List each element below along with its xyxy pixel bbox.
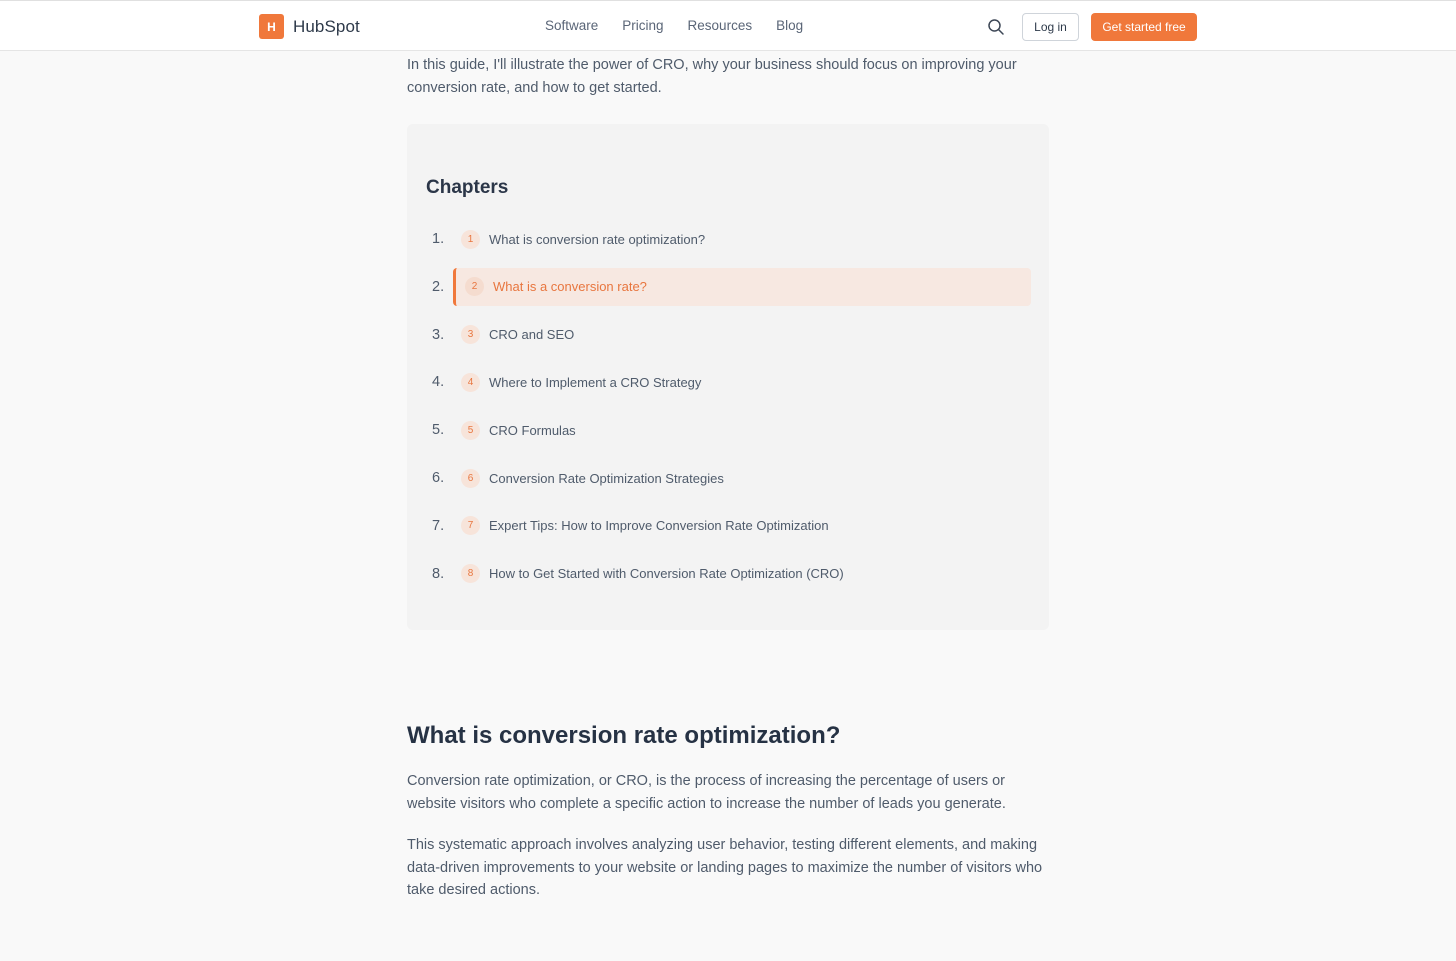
chapter-number: 6.	[432, 470, 445, 486]
login-button[interactable]: Log in	[1022, 13, 1079, 41]
chapter-badge: 6	[461, 469, 480, 488]
search-icon[interactable]	[987, 18, 1005, 36]
chapter-row	[407, 411, 1049, 449]
chapter-link-1[interactable]	[453, 220, 1031, 258]
chapter-number: 7.	[432, 517, 445, 534]
chapter-label: CRO and SEO	[489, 327, 575, 343]
chapter-number: 4.	[432, 374, 445, 391]
chapter-row	[407, 220, 1049, 258]
chapter-number: 2.	[432, 278, 445, 295]
chapter-badge: 5	[461, 421, 480, 440]
chapter-number: 8.	[432, 565, 445, 582]
chapter-label: Conversion Rate Optimization Strategies	[489, 470, 724, 486]
chapter-label: What is conversion rate optimization?	[489, 231, 706, 247]
nav-software[interactable]: Software	[545, 18, 599, 33]
chapter-label: Where to Implement a CRO Strategy	[489, 374, 702, 390]
chapter-badge: 4	[461, 373, 480, 392]
intro-paragraph: In this guide, I'll illustrate the power of CRO, why your business should focus on improving your conversion rate, and how to get started.	[407, 57, 1017, 96]
chapter-row	[407, 363, 1049, 401]
site-header	[0, 0, 1456, 51]
chapter-link-5[interactable]	[453, 411, 1031, 449]
chapter-label: What is a conversion rate?	[493, 279, 647, 295]
chapter-number: 3.	[432, 326, 445, 343]
section-paragraph: This systematic approach involves analyzing user behavior, testing different elements, and making data-driven improvements to your website or landing pages to maximize the number of visitors who take desired actions.	[407, 837, 1043, 898]
chapter-link-7[interactable]	[453, 507, 1031, 545]
logo-mark: H	[259, 14, 284, 39]
chapter-badge: 7	[461, 516, 480, 535]
chapter-number: 5.	[432, 422, 445, 439]
chapter-link-3[interactable]	[453, 316, 1031, 354]
chapter-badge: 2	[465, 277, 484, 296]
chapter-badge: 1	[461, 230, 480, 249]
chapters-toc	[407, 124, 1049, 630]
chapter-row	[407, 507, 1049, 545]
get-started-button[interactable]: Get started free	[1091, 13, 1197, 41]
chapter-badge: 3	[461, 325, 480, 344]
hubspot-logo[interactable]	[259, 14, 360, 39]
chapter-label: CRO Formulas	[489, 422, 576, 438]
section-heading: What is conversion rate optimization?	[407, 722, 841, 749]
chapter-number: 1.	[432, 231, 445, 247]
chapter-link-2[interactable]	[453, 268, 1031, 306]
chapter-badge: 8	[461, 564, 480, 583]
logo-text: HubSpot	[293, 16, 360, 36]
chapter-link-8[interactable]	[453, 555, 1031, 593]
section-paragraph: Conversion rate optimization, or CRO, is the process of increasing the percentage of users or website visitors who complete a specific action to increase the number of leads you generate.	[407, 773, 1006, 812]
chapter-row	[407, 459, 1049, 497]
chapter-label: Expert Tips: How to Improve Conversion Rate Optimization	[489, 518, 829, 534]
main-nav	[545, 18, 827, 33]
chapter-link-6[interactable]	[453, 459, 1031, 497]
chapters-title: Chapters	[426, 177, 509, 198]
chapter-row	[407, 316, 1049, 354]
chapter-link-4[interactable]	[453, 363, 1031, 401]
chapter-row	[407, 555, 1049, 593]
nav-blog[interactable]: Blog	[776, 18, 804, 33]
nav-resources[interactable]: Resources	[687, 18, 753, 33]
chapter-label: How to Get Started with Conversion Rate Optimization (CRO)	[489, 566, 844, 582]
nav-pricing[interactable]: Pricing	[622, 18, 664, 33]
chapter-row	[407, 268, 1049, 306]
